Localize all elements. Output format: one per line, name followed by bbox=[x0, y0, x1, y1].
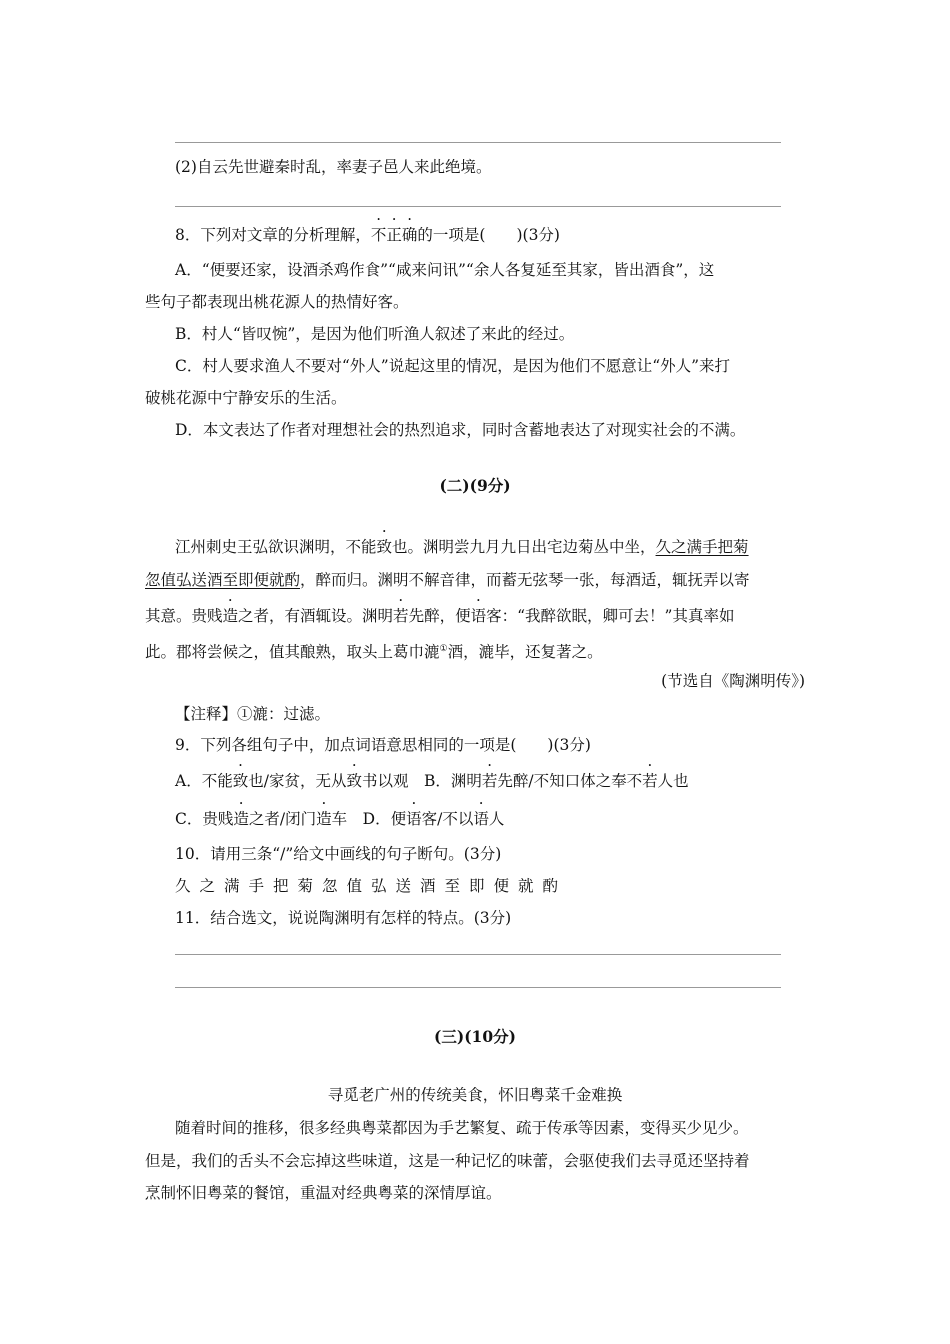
underlined-sentence: 久之满手把菊 bbox=[655, 538, 749, 556]
article-line-1: 随着时间的推移，很多经典粤菜都因为手艺繁复、疏于传承等因素，变得买少见少。 bbox=[175, 1119, 749, 1137]
article-line-3: 烹制怀旧粤菜的餐馆，重温对经典粤菜的深情厚谊。 bbox=[145, 1184, 502, 1202]
article-title: 寻觅老广州的传统美食，怀旧粤菜千金难换 bbox=[327, 1086, 623, 1104]
q8-stem: 8．下列对文章的分析理解，不正确的一项是( )(3分) bbox=[175, 226, 560, 244]
q8-option-d: D．本文表达了作者对理想社会的热烈追求，同时含蓄地表达了对现实社会的不满。 bbox=[175, 421, 746, 439]
section-3-title: (三)(10分) bbox=[434, 1027, 516, 1046]
q8-option-a: A．“便要还家，设酒杀鸡作食”“咸来问讯”“余人各复延至其家，皆出酒食”，这 bbox=[175, 261, 715, 279]
q9-stem: 9．下列各组句子中，加点词语意思相同的一项是( )(3分) bbox=[175, 736, 591, 754]
answer-line bbox=[175, 142, 781, 143]
passage-line-4: 此。郡将尝候之，值其酿熟，取头上葛巾漉①酒，漉毕，还复著之。 bbox=[145, 643, 603, 662]
answer-line bbox=[175, 206, 781, 207]
q10-stem: 10．请用三条“/”给文中画线的句子断句。(3分) bbox=[175, 845, 502, 863]
underlined-sentence: 忽值弘送酒至即便就酌 bbox=[145, 571, 301, 589]
emphasis-dotted: 不正确 bbox=[370, 226, 418, 244]
passage-line-2: 忽值弘送酒至即便就酌，醉而归。渊明不解音律，而蓄无弦琴一张，每酒适，辄抚弄以寄 bbox=[145, 571, 750, 589]
q8-option-b: B．村人“皆叹惋”，是因为他们听渔人叙述了来此的经过。 bbox=[175, 325, 575, 343]
section-2-title: (二)(9分) bbox=[439, 476, 511, 495]
passage-line-1: 江州刺史王弘欲识渊明，不能致也。渊明尝九月九日出宅边菊丛中坐，久之满手把菊 bbox=[175, 538, 749, 556]
q9-options-cd: C．贵贱造之者/闭门造车 D．便语客/不以语人 bbox=[175, 810, 505, 828]
footnote: 【注释】①漉：过滤。 bbox=[175, 705, 331, 723]
q8-option-c-cont: 破桃花源中宁静安乐的生活。 bbox=[145, 389, 347, 407]
answer-line bbox=[175, 987, 781, 988]
q10-sentence: 久之满手把菊忽值弘送酒至即便就酌 bbox=[175, 877, 568, 895]
q9-options-ab: A．不能致也/家贫，无从致书以观 B．渊明若先醉/不知口体之奉不若人也 bbox=[175, 772, 689, 790]
passage-source: (节选自《陶渊明传》) bbox=[661, 672, 805, 690]
passage-line-3: 其意。贵贱造之者，有酒辄设。渊明若先醉，便语客：“我醉欲眠，卿可去！”其真率如 bbox=[145, 607, 735, 625]
q11-stem: 11．结合选文，说说陶渊明有怎样的特点。(3分) bbox=[175, 909, 512, 927]
q8-option-c: C．村人要求渔人不要对“外人”说起这里的情况，是因为他们不愿意让“外人”来打 bbox=[175, 357, 731, 375]
q8-option-a-cont: 些句子都表现出桃花源人的热情好客。 bbox=[145, 293, 409, 311]
answer-line bbox=[175, 954, 781, 955]
q7-item-2: (2)自云先世避秦时乱，率妻子邑人来此绝境。 bbox=[175, 158, 492, 176]
article-line-2: 但是，我们的舌头不会忘掉这些味道，这是一种记忆的味蕾，会驱使我们去寻觅还坚持着 bbox=[145, 1152, 750, 1170]
footnote-mark: ① bbox=[439, 644, 448, 654]
